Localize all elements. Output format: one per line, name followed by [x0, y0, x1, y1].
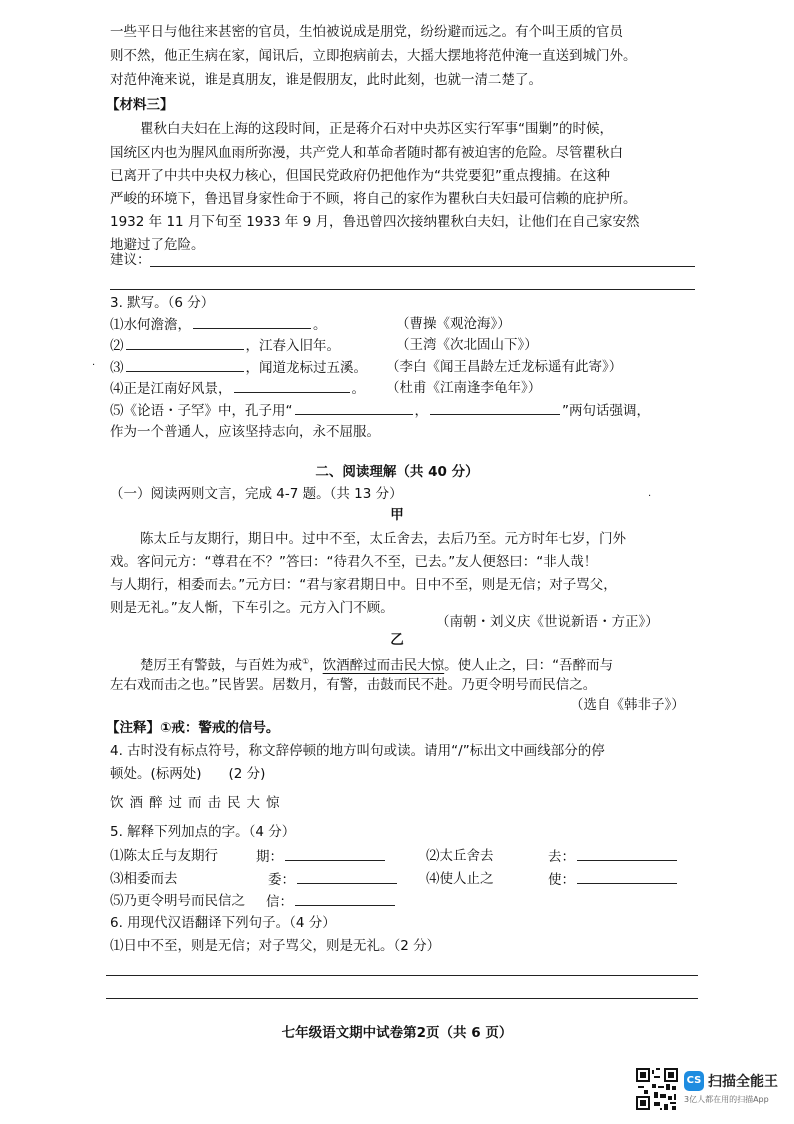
passage-yi-title: 乙 [390, 632, 404, 648]
q3-item-2 [110, 335, 340, 356]
q3-item-4 [110, 378, 365, 399]
qr-code-icon [636, 1068, 678, 1110]
q5-item: ⑴陈太丘与友期行 [110, 848, 218, 864]
q3-item-5-cont: 作为一个普通人，应该坚持志向，永不屈服。 [110, 424, 380, 440]
q5-item: ⑶相委而去 [110, 871, 178, 887]
q3-title: 3. 默写。（6 分） [110, 295, 215, 311]
q3-item-3-num: ⑶ [110, 360, 124, 376]
fill-blank[interactable] [126, 335, 244, 350]
q3-item-4-end: 。 [351, 381, 365, 397]
underlined-phrase: 饮酒醉过而击民大惊 [322, 657, 445, 674]
q3-item-4-source: （杜甫《江南逢李龟年》） [386, 380, 542, 396]
answer-line[interactable] [150, 266, 695, 267]
fill-blank[interactable] [577, 846, 677, 861]
q3-item-3 [110, 357, 367, 378]
q3-item-5-text: ⑸《论语・子罕》中，孔子用“ [110, 403, 293, 419]
scan-dot: . [648, 488, 652, 499]
text-line: 与人期行，相委而去。”元方曰：“君与家君期日中。日中不至，则是无信；对子骂父， [110, 577, 617, 593]
q3-item-4-text: ⑷正是江南好风景， [110, 381, 232, 397]
text-line: 已离开了中共中央权力核心，但国民党政府仍把他作为“共党要犯”重点搜捕。在这种 [110, 168, 610, 184]
q5-word-label: 信： [266, 894, 293, 910]
text-line: 国统区内也为腥风血雨所弥漫，共产党人和革命者随时都有被迫害的危险。尽管瞿秋白 [110, 145, 623, 161]
fill-blank[interactable] [297, 869, 397, 884]
text-line: 瞿秋白夫妇在上海的这段时间，正是蒋介石对中央苏区实行军事“围剿”的时候， [140, 121, 613, 137]
q5-word-label: 去： [548, 849, 575, 865]
q5-item: ⑵太丘舍去 [426, 848, 494, 864]
text-line: 则是无礼。”友人惭，下车引之。元方入门不顾。 [110, 600, 394, 616]
q5-word-label: 使： [548, 872, 575, 888]
q5-word-label: 委： [268, 872, 295, 888]
q5-word [256, 846, 387, 867]
q5-word [548, 846, 679, 867]
q5-item: ⑸乃更令明号而民信之 [110, 893, 245, 909]
passage-jia-title: 甲 [390, 507, 404, 523]
q5-word [268, 869, 399, 890]
q3-item-5 [110, 400, 650, 421]
q3-item-2-text: ，江春入旧年。 [245, 338, 340, 354]
yi-text: 楚厉王有警鼓，与百姓为戒 [140, 657, 302, 674]
page-footer: 七年级语文期中试卷第2页（共 6 页） [281, 1025, 513, 1041]
answer-line[interactable] [106, 998, 698, 999]
text-line [140, 652, 613, 676]
q6-item: ⑴日中不至，则是无信；对子骂父，则是无礼。（2 分） [110, 938, 441, 954]
text-line: 1932 年 11 月下旬至 1933 年 9 月，鲁迅曾四次接纳瞿秋白夫妇，让他们在自己家安然 [110, 214, 640, 230]
q3-item-1-source: （曹操《观沧海》） [396, 316, 511, 332]
passage-source: （南朝・刘义庆《世说新语・方正》） [436, 614, 659, 630]
scan-dot: · [92, 360, 96, 371]
fill-blank[interactable] [193, 314, 311, 329]
fill-blank[interactable] [285, 846, 385, 861]
q4-sentence[interactable]: 饮酒醉过而击民大惊 [110, 795, 286, 811]
q3-item-2-num: ⑵ [110, 338, 124, 354]
part-title: （一）阅读两则文言，完成 4-7 题。（共 13 分） [110, 486, 403, 502]
q3-item-3-source: （李白《闻王昌龄左迁龙标遥有此寄》） [386, 359, 623, 375]
q3-item-5-end: ”两句话强调， [562, 403, 650, 419]
fill-blank[interactable] [295, 891, 395, 906]
yi-comma: ， [309, 657, 323, 674]
text-line: 则不然，他正生病在家，闻讯后，立即抱病前去，大摇大摆地将范仲淹一直送到城门外。 [110, 48, 637, 64]
watermark-app-name: 扫描全能王 [708, 1074, 778, 1090]
footnote: 【注释】①戒：警戒的信号。 [106, 720, 280, 736]
text-line: 戏。客问元方：“尊君在不？”答曰：“待君久不至，已去。”友人便怒曰：“非人哉！ [110, 554, 598, 570]
q3-item-1-text: ⑴水何澹澹， [110, 317, 191, 333]
fill-blank[interactable] [577, 869, 677, 884]
footnote-marker: ① [302, 657, 310, 666]
fill-blank[interactable] [126, 357, 244, 372]
q6-title: 6. 用现代汉语翻译下列句子。（4 分） [110, 915, 336, 931]
fill-blank[interactable] [430, 400, 560, 415]
q5-word [266, 891, 397, 912]
q5-title: 5. 解释下列加点的字。（4 分） [110, 824, 296, 840]
q3-item-5-sep: ， [414, 403, 428, 419]
q5-item: ⑷使人止之 [426, 871, 494, 887]
camscanner-logo-icon: CS [684, 1071, 704, 1091]
text-line: 严峻的环境下，鲁迅冒身家性命于不顾，将自己的家作为瞿秋白夫妇最可信赖的庇护所。 [110, 191, 637, 207]
q3-item-1-end: 。 [313, 317, 327, 333]
fill-blank[interactable] [295, 400, 413, 415]
q4-text: 顿处。(标两处) (2 分) [110, 766, 266, 782]
q5-word-label: 期： [256, 849, 283, 865]
q3-item-3-text: ，闻道龙标过五溪。 [245, 360, 367, 376]
q4-text: 4. 古时没有标点符号，称文辞停顿的地方叫句或读。请用“/”标出文中画线部分的停 [110, 743, 605, 759]
answer-line[interactable] [110, 289, 695, 290]
section-title: 二、阅读理解（共 40 分） [315, 464, 479, 480]
answer-line[interactable] [106, 975, 698, 976]
text-line: 对范仲淹来说，谁是真朋友，谁是假朋友，此时此刻，也就一清二楚了。 [110, 72, 542, 88]
watermark-slogan: 3亿人都在用的扫描App [684, 1095, 769, 1104]
q3-item-2-source: （王湾《次北固山下》） [396, 337, 538, 353]
q3-item-1 [110, 314, 327, 335]
text-line: 陈太丘与友期行，期日中。过中不至，太丘舍去，去后乃至。元方时年七岁，门外 [140, 531, 626, 547]
material3-heading: 【材料三】 [106, 97, 174, 113]
suggest-label: 建议： [110, 252, 151, 268]
yi-text: 。使人止之，曰：“吾醉而与 [444, 657, 614, 674]
passage-source: （选自《韩非子》） [570, 697, 685, 713]
text-line: 地避过了危险。 [110, 237, 205, 253]
text-line: 左右戏而击之也。”民皆罢。居数月，有警，击鼓而民不赴。乃更令明号而民信之。 [110, 677, 597, 693]
q5-word [548, 869, 679, 890]
text-line: 一些平日与他往来甚密的官员，生怕被说成是朋党，纷纷避而远之。有个叫王质的官员 [110, 24, 623, 40]
fill-blank[interactable] [234, 378, 350, 393]
